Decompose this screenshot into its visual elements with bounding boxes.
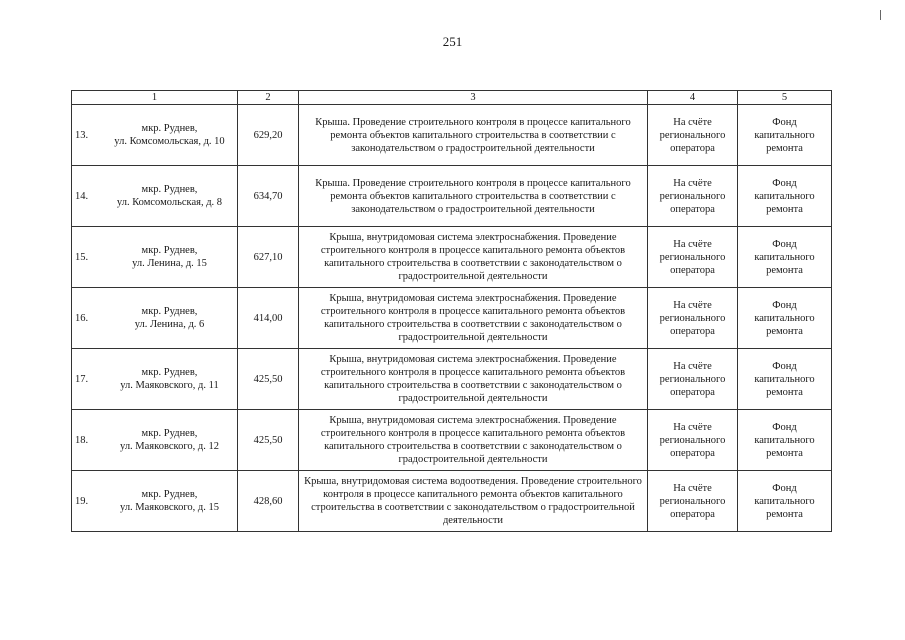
address-cell — [72, 288, 238, 349]
row-number: 14. — [75, 190, 89, 202]
account-cell: На счёте регионального оператора — [648, 349, 738, 410]
address-district: мкр. Руднев, — [141, 428, 198, 439]
row-number: 19. — [75, 495, 89, 507]
header-row — [72, 91, 832, 105]
table-row — [72, 288, 832, 349]
table-body — [72, 105, 832, 532]
address-cell — [72, 349, 238, 410]
address-street: ул. Комсомольская, д. 10 — [114, 136, 225, 147]
address-district: мкр. Руднев, — [141, 367, 198, 378]
cost-cell: 425,50 — [238, 349, 299, 410]
fund-cell: Фонд капитального ремонта — [738, 349, 832, 410]
work-description-cell: Крыша, внутридомовая система электроснабжения. Проведение строительного контроля в процессе капитального ремонта объектов капитального строительства в соответствии с законодательством о градостроительной деятельности — [299, 288, 648, 349]
work-description-cell: Крыша, внутридомовая система электроснабжения. Проведение строительного контроля в процессе капитального ремонта объектов капитального строительства в соответствии с законодательством о градостроительной деятельности — [299, 410, 648, 471]
account-cell: На счёте регионального оператора — [648, 471, 738, 532]
address — [105, 244, 234, 270]
account-cell: На счёте регионального оператора — [648, 105, 738, 166]
work-description-cell: Крыша, внутридомовая система электроснабжения. Проведение строительного контроля в процессе капитального ремонта объектов капитального строительства в соответствии с законодательством о градостроительной деятельности — [299, 349, 648, 410]
row-number: 18. — [75, 434, 89, 446]
work-description-cell: Крыша. Проведение строительного контроля в процессе капитального ремонта объектов капитального строительства в соответствии с законодательством о градостроительной деятельности — [299, 105, 648, 166]
address-district: мкр. Руднев, — [141, 489, 198, 500]
table-row — [72, 349, 832, 410]
cost-cell: 414,00 — [238, 288, 299, 349]
address-street: ул. Маяковского, д. 11 — [120, 380, 219, 391]
address-street: ул. Ленина, д. 6 — [134, 319, 205, 330]
address-cell — [72, 105, 238, 166]
header-col-5: 5 — [738, 91, 832, 105]
table-row — [72, 471, 832, 532]
table-row — [72, 166, 832, 227]
address-cell — [72, 227, 238, 288]
cost-cell: 634,70 — [238, 166, 299, 227]
header-col-4: 4 — [648, 91, 738, 105]
cost-cell: 629,20 — [238, 105, 299, 166]
address-cell — [72, 471, 238, 532]
address — [105, 366, 234, 392]
address-cell — [72, 410, 238, 471]
row-number: 15. — [75, 251, 89, 263]
table-row — [72, 227, 832, 288]
work-description-cell: Крыша, внутридомовая система водоотведения. Проведение строительного контроля в процессе капитального ремонта объектов капитального строительства в соответствии с законодательством о градостроительной деятельности — [299, 471, 648, 532]
fund-cell: Фонд капитального ремонта — [738, 166, 832, 227]
header-col-1: 1 — [72, 91, 238, 105]
table-row — [72, 105, 832, 166]
work-description-cell: Крыша, внутридомовая система электроснабжения. Проведение строительного контроля в процессе капитального ремонта объектов капитального строительства в соответствии с законодательством о градостроительной деятельности — [299, 227, 648, 288]
cost-cell: 425,50 — [238, 410, 299, 471]
account-cell: На счёте регионального оператора — [648, 410, 738, 471]
address — [105, 427, 234, 453]
cost-cell: 428,60 — [238, 471, 299, 532]
address-street: ул. Маяковского, д. 12 — [120, 441, 219, 452]
row-number: 13. — [75, 129, 89, 141]
fund-cell: Фонд капитального ремонта — [738, 410, 832, 471]
account-cell: На счёте регионального оператора — [648, 227, 738, 288]
address-street: ул. Ленина, д. 15 — [132, 258, 207, 269]
account-cell: На счёте регионального оператора — [648, 288, 738, 349]
fund-cell: Фонд капитального ремонта — [738, 227, 832, 288]
address — [105, 183, 234, 209]
header-col-2: 2 — [238, 91, 299, 105]
address-district: мкр. Руднев, — [141, 306, 198, 317]
address — [105, 305, 234, 331]
cost-cell: 627,10 — [238, 227, 299, 288]
address-street: ул. Комсомольская, д. 8 — [116, 197, 223, 208]
row-number: 16. — [75, 312, 89, 324]
address-district: мкр. Руднев, — [141, 245, 198, 256]
address — [105, 488, 234, 514]
fund-cell: Фонд капитального ремонта — [738, 105, 832, 166]
table-row — [72, 410, 832, 471]
work-description-cell: Крыша. Проведение строительного контроля в процессе капитального ремонта объектов капитального строительства в соответствии с законодательством о градостроительной деятельности — [299, 166, 648, 227]
works-table — [71, 90, 832, 532]
header-col-3: 3 — [299, 91, 648, 105]
row-number: 17. — [75, 373, 89, 385]
page-number: 251 — [442, 34, 463, 49]
address — [105, 122, 234, 148]
address-district: мкр. Руднев, — [141, 184, 198, 195]
address-district: мкр. Руднев, — [141, 123, 198, 134]
account-cell: На счёте регионального оператора — [648, 166, 738, 227]
fund-cell: Фонд капитального ремонта — [738, 471, 832, 532]
fund-cell: Фонд капитального ремонта — [738, 288, 832, 349]
address-street: ул. Маяковского, д. 15 — [120, 502, 219, 513]
address-cell — [72, 166, 238, 227]
scan-mark — [880, 10, 884, 20]
